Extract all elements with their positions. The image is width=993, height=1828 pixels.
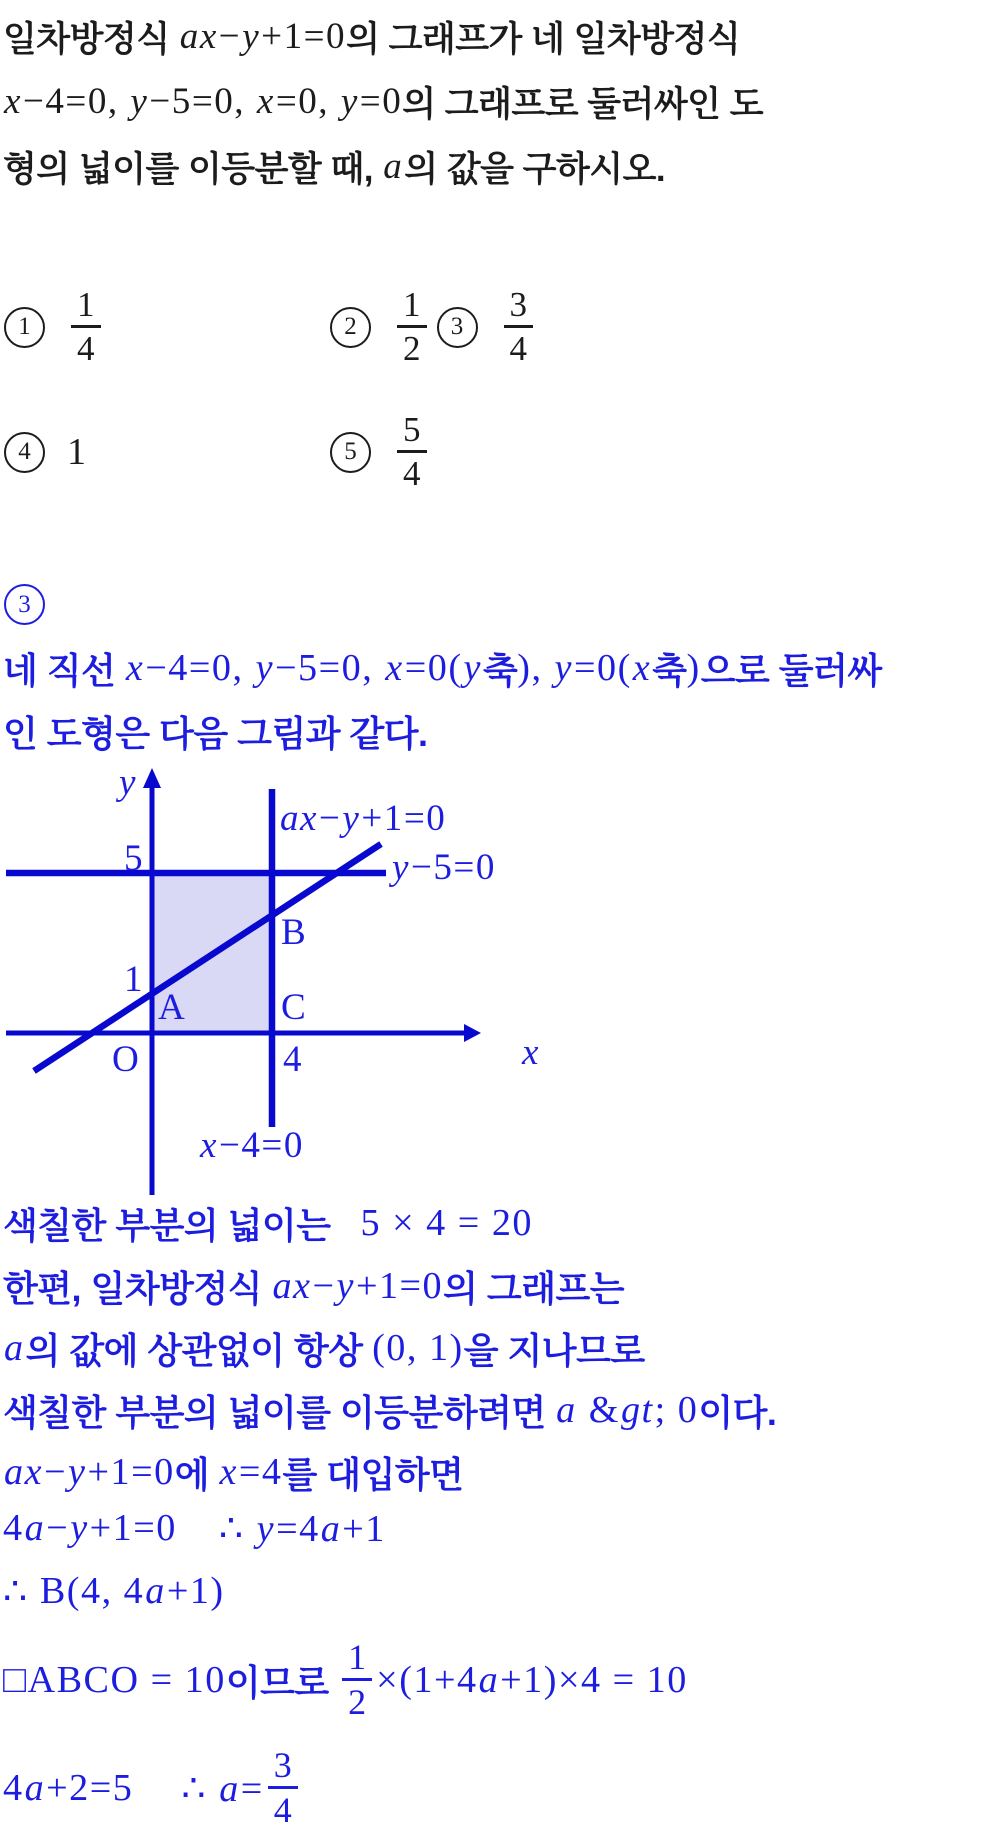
tick-label-1: 1 [123, 959, 144, 1000]
axis-label-y: y [119, 762, 137, 803]
tick-label-5: 5 [123, 838, 144, 879]
choice-option-3[interactable] [437, 283, 538, 371]
circled-number: 5 [330, 432, 371, 473]
problem-line: x−4=0, y−5=0, x=0, y=0 의 그래프로 둘러싸인 도 [4, 81, 764, 124]
point-label-a: A [158, 987, 187, 1028]
problem-line: 형의 넓이를 이등분할 때, a 의 값을 구하시오. [3, 146, 666, 189]
problem-line: 일차방정식 ax−y+1=0 의 그래프가 네 일차방정식 [3, 16, 741, 59]
solution-line: 색칠한 부분의 넓이는 5 × 4 = 20 [3, 1202, 534, 1246]
point-label-c: C [281, 987, 308, 1028]
solution-line: 인 도형은 다음 그림과 같다. [3, 712, 428, 754]
circled-number: 3 [4, 584, 45, 625]
solution-line: 색칠한 부분의 넓이를 이등분하려면 a &gt; 0 이다. [3, 1389, 777, 1433]
tick-label-4: 4 [283, 1039, 304, 1080]
choice-option-5[interactable] [330, 408, 431, 496]
circled-number: 2 [330, 307, 371, 348]
choice-value: 1 [67, 431, 86, 473]
solution-line: ax−y+1=0 에 x=4 를 대입하면 [4, 1451, 464, 1495]
solution-line: a 의 값에 상관없이 항상 (0, 1) 을 지나므로 [4, 1327, 645, 1371]
choice-option-2[interactable] [330, 283, 431, 371]
solution-line: 한편, 일차방정식 ax−y+1=0 의 그래프는 [3, 1265, 625, 1309]
solution-line: 4a−y+1=0 ∴ y=4a+1 [3, 1507, 386, 1550]
x-axis-arrow-icon [464, 1024, 481, 1042]
circled-number: 3 [437, 307, 478, 348]
problem-statement [3, 4, 763, 199]
fraction: $\frac{5}{4}$ [397, 410, 427, 493]
choice-group [330, 283, 537, 371]
solution-line: ∴ B (4, 4a+1) [3, 1570, 225, 1613]
solution-line: 네 직선 x−4=0, y−5=0, x=0(y 축 ), y=0(x 축 ) 으로 둘러싸 [3, 647, 882, 691]
circled-number: 4 [4, 432, 45, 473]
fraction: $\frac{1}{2}$ [397, 285, 427, 368]
circled-number: 1 [4, 307, 45, 348]
point-label-b: B [281, 912, 308, 953]
solution-line: 4a+2=5 ∴ a= $\frac{3}{4}$ [3, 1746, 302, 1828]
origin-label: O [112, 1039, 141, 1080]
fraction: $\frac{3}{4}$ [504, 285, 534, 368]
axis-label-x: x [522, 1032, 540, 1073]
solution-line: □ABCO = 10 이므로 $\frac{1}{2}$ ×(1+4a+1)×4 = 10 [3, 1637, 688, 1722]
choice-option-1[interactable] [4, 283, 105, 371]
equation-label-diagonal: ax−y+1=0 [280, 798, 447, 839]
y-axis-arrow-icon [143, 768, 161, 788]
fraction: $\frac{1}{4}$ [71, 285, 101, 368]
equation-label-horizontal: y−5=0 [392, 847, 496, 888]
answer-marker [4, 584, 45, 625]
choice-option-4[interactable] [4, 408, 86, 496]
equation-label-vertical: x−4=0 [200, 1125, 304, 1166]
